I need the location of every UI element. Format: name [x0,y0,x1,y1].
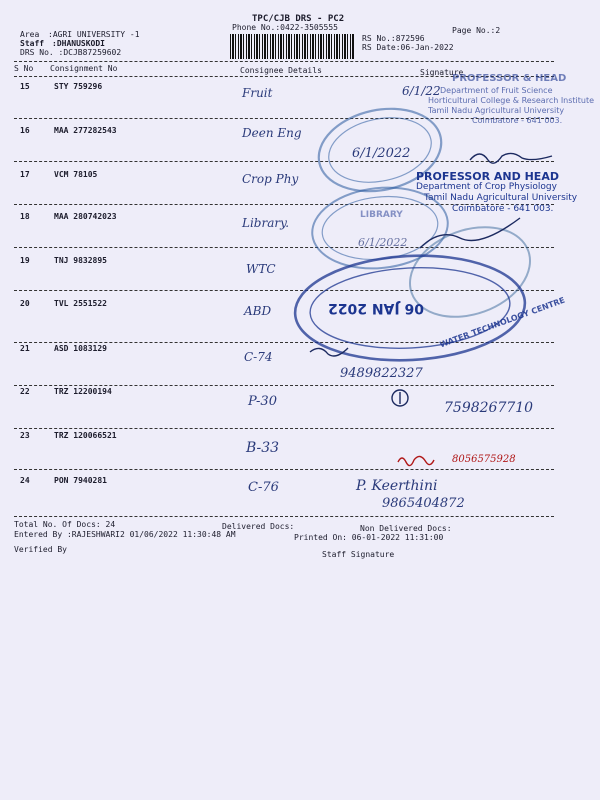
crop-stamp-dept: Department of Crop Physiology [416,182,557,192]
row-consignment: MAA 277282543 [54,126,117,135]
row-consignee: P-30 [248,394,277,409]
phone-number: Phone No.:0422-3505555 [232,23,338,32]
row-sno: 17 [20,170,30,179]
row-consignment: TRZ 120066521 [54,431,117,440]
row-consignee: C-74 [244,350,273,364]
row-consignee: Library. [242,216,290,230]
entered-by: Entered By :RAJESHWARI2 01/06/2022 11:30:48 AM [14,530,236,539]
area-value: :AGRI UNIVERSITY -1 [48,30,140,39]
fruit-stamp-college: Horticultural College & Research Institute [428,96,595,105]
handwritten-phone: 9489822327 [340,366,423,381]
staff-label: Staff [20,39,45,48]
red-signature [398,456,434,465]
row-consignment: TNJ 9832895 [54,256,107,265]
non-delivered-docs: Non Delivered Docs: [360,524,452,533]
staff-signature: Staff Signature [322,550,395,559]
row-sno: 19 [20,256,30,265]
fruit-stamp-title: PROFESSOR & HEAD [452,73,567,84]
rs-date: RS Date:06-Jan-2022 [362,43,454,52]
row-consignee: Fruit [242,86,273,100]
staff-value: :DHANUSKODI [52,39,105,48]
drs-number: DRS No. :DCJB87259602 [20,48,122,57]
row-sno: 22 [20,387,30,396]
row-consignee: C-76 [248,480,279,495]
crop-stamp-city: Coimbatore - 641 003. [452,204,554,214]
column-signature: Signature [420,68,464,77]
handwritten-phone: 7598267710 [444,400,534,416]
document-title: TPC/CJB DRS - PC2 [252,14,345,24]
printed-on: Printed On: 06-01-2022 11:31:00 [294,533,444,542]
fruit-stamp-univ: Tamil Nadu Agricultural University [428,106,565,115]
area-label: Area [20,30,40,39]
row-consignee: Crop Phy [242,172,299,186]
row-consignee: ABD [244,304,272,318]
rs-number: RS No.:872596 [362,34,425,43]
row-sno: 20 [20,299,30,308]
row-sno: 16 [20,126,30,135]
row-consignee: WTC [246,262,276,276]
row-consignment: MAA 280742023 [54,212,117,221]
row-consignment: STY 759296 [54,82,103,91]
row-sno: 21 [20,344,30,353]
row-consignment: TVL 2551522 [54,299,107,308]
column-consignment: Consignment No [50,64,118,73]
fruit-stamp-city: Coimbatore - 641 003. [472,116,563,125]
column-sno: S No [14,64,34,73]
row-consignment: PON 7940281 [54,476,107,485]
page-number: Page No.:2 [452,26,501,35]
crop-stamp-title: PROFESSOR AND HEAD [416,170,559,183]
handwritten-date: 6/1/22 [402,84,441,98]
verified-by: Verified By [14,545,67,554]
row-sno: 23 [20,431,30,440]
library-stamp-text: LIBRARY [360,210,403,220]
handwritten-date: 6/1/2022 [358,236,408,249]
handwritten-phone: 9865404872 [382,496,465,511]
column-consignee: Consignee Details [240,66,322,75]
total-docs: Total No. Of Docs: 24 [14,520,116,529]
handwritten-phone: 8056575928 [452,454,516,465]
row-consignee: B-33 [246,440,280,456]
row-consignee: Deen Eng [242,126,302,140]
row-sno: 18 [20,212,30,221]
wtc-stamp-date: 06 JAN 2022 [328,300,424,316]
handwritten-date: 6/1/2022 [352,146,411,161]
fruit-stamp-dept: Department of Fruit Science [440,86,553,95]
row-consignment: VCM 78105 [54,170,98,179]
row-consignment: TRZ 12200194 [54,387,112,396]
wtc-stamp-ring: WATER TECHNOLOGY CENTRE [438,295,567,350]
row-consignment: ASD 1083129 [54,344,107,353]
row-sno: 24 [20,476,30,485]
crop-stamp-univ: Tamil Nadu Agricultural University [424,193,578,203]
delivered-docs: Delivered Docs: [222,522,295,531]
row-sno: 15 [20,82,30,91]
handwritten-signature: P. Keerthini [356,478,438,494]
